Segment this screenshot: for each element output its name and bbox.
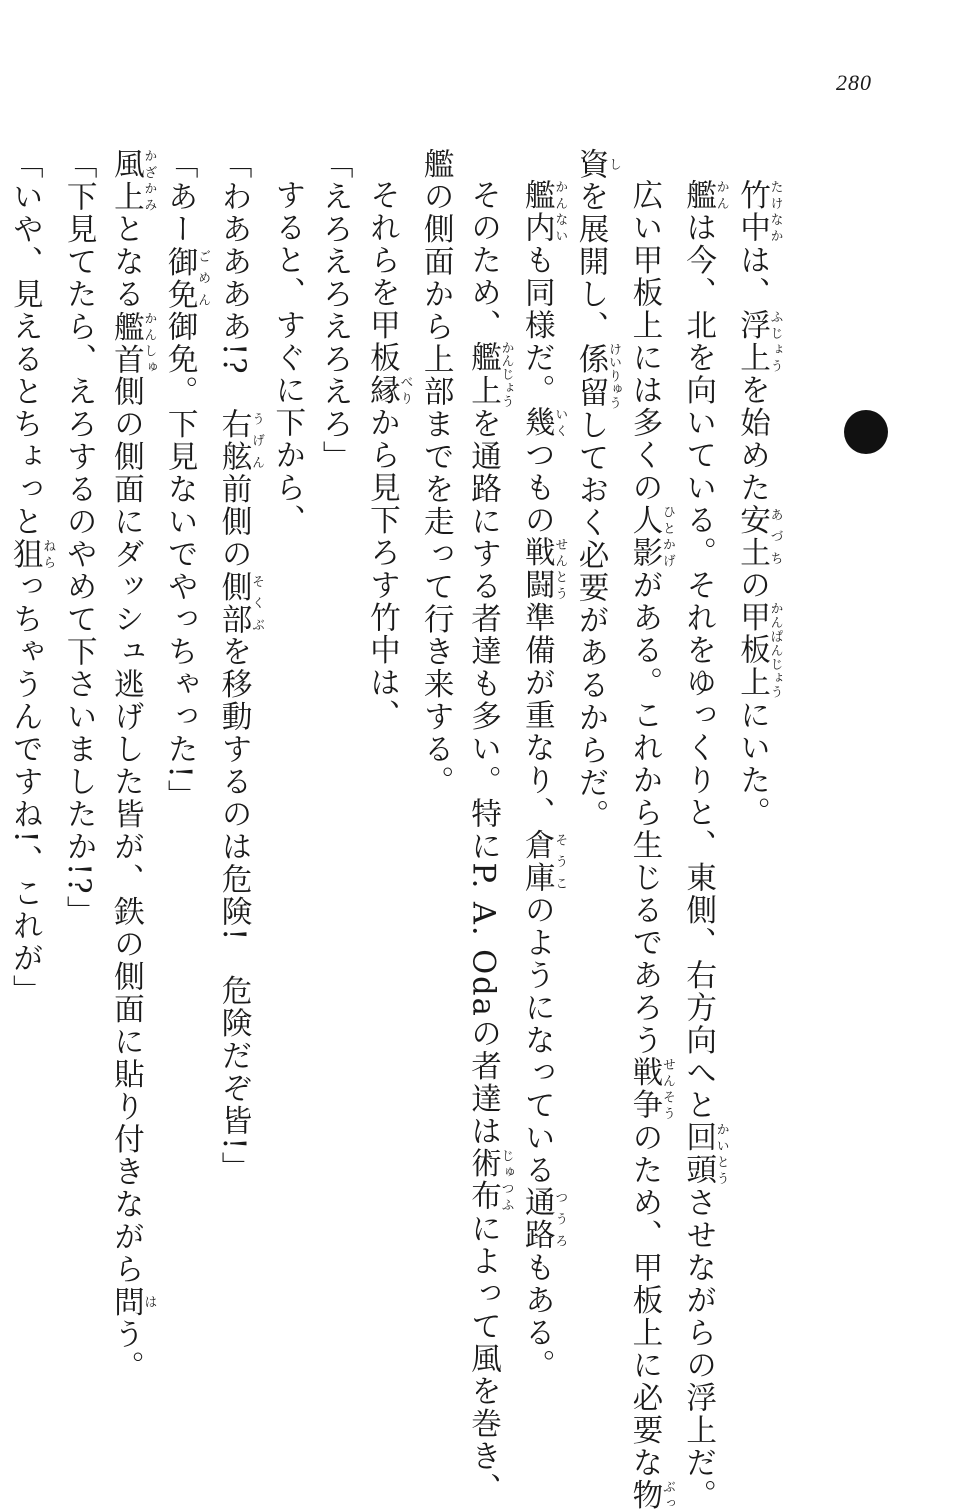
text-line: 「下見てたら、えろするのやめて下さいましたか!?」 xyxy=(61,148,97,928)
text-line: 「えろえろえろえろ」 xyxy=(317,148,353,473)
text-line: 竹中たけなかは、浮上ふじょうを始めた安土あづちの甲板上かんぱんじょうにいた。 xyxy=(734,178,783,829)
text-line: 資しを展開し、係留けいりゅうしておく必要があるからだ。 xyxy=(573,148,622,832)
text-line: 広い甲板上には多くの人影ひとかげがある。これから生じるであろう戦争せんそうのため、甲板上に必要な物ぶっ xyxy=(626,178,675,1511)
text-line: 「いや、見えるとちょっと狙ねらっちゃうんですね!、これが」 xyxy=(7,148,56,1008)
text-line: 艦の側面から上部までを走って行き来する。 xyxy=(418,148,454,798)
page-number: 280 xyxy=(836,70,872,95)
text-line: そのため、艦上かんじょうを通路にする者達も多い。特にP. A. Odaの者達は術布じゅつふによって風を巻き、 xyxy=(465,178,514,1505)
text-line: 「あー御免ごめん御免。下見ないでやっちゃった!」 xyxy=(162,148,211,813)
text-line: 風上かざかみとなる艦首かんしゅ側の側面にダッシュ逃げした皆が、鉄の側面に貼り付きながら問はう。 xyxy=(108,148,157,1383)
text-line: 「わああああ!? 右舷うげん前側の側部そくぶを移動するのは危険! 危険だぞ皆!」 xyxy=(216,148,265,1184)
thumb-index-marker xyxy=(844,410,888,454)
text-line: 艦かんは今、北を向いている。それをゆっくりと、東側、右方向へと回頭かいとうさせながらの浮上だ。 xyxy=(680,178,729,1511)
text-line: すると、すぐに下から、 xyxy=(269,178,305,537)
vertical-text-body xyxy=(1,148,783,1511)
text-line: 艦内かんないも同様だ。幾いくつもの戦闘せんとう準備が重なり、倉庫そうこのようになっている通路つうろもある。 xyxy=(519,178,568,1382)
text-line: それらを甲板縁べりから見下ろす竹中は、 xyxy=(364,178,413,732)
